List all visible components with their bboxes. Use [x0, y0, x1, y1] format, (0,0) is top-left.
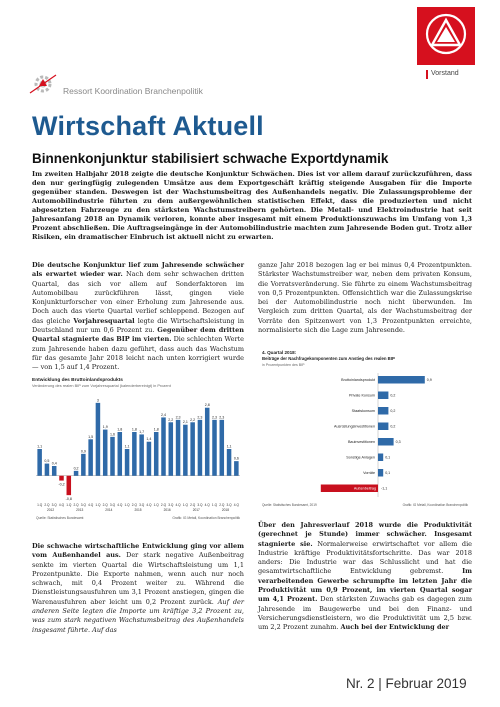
tick-label: 2.Q [102, 503, 108, 507]
tick-label: 1.Q [95, 503, 101, 507]
bar-value-label: 0,4 [51, 461, 57, 466]
bar-value-label: 1,5 [88, 434, 94, 439]
bar-value-label: 1,1 [124, 444, 130, 449]
tick-label: 4.Q [175, 503, 181, 507]
bar [378, 423, 388, 431]
tick-label: 1.Q [37, 503, 43, 507]
tick-label: 4.Q [88, 503, 94, 507]
tick-label: 2.Q [131, 503, 137, 507]
ressort-label: Ressort Koordination Branchenpolitik [63, 86, 203, 96]
bar-value-label: 0,9 [426, 378, 432, 383]
bar [37, 449, 42, 476]
bar-value-label: 2,3 [219, 415, 225, 420]
column-left-bottom [32, 542, 244, 635]
tick-label: 2.Q [44, 503, 50, 507]
bar [378, 392, 388, 400]
tick-label: 4.Q [117, 503, 123, 507]
bar [110, 437, 115, 476]
bar-value-label: 1,7 [139, 429, 145, 434]
bar [52, 466, 57, 476]
bar [227, 449, 232, 476]
tick-label: 4.Q [58, 503, 65, 507]
bar [378, 407, 388, 415]
tick-label: 3.Q [109, 503, 116, 507]
year-label: 2013 [76, 508, 84, 512]
bar [125, 449, 130, 476]
category-label: Bruttoinlandsprodukt [341, 378, 375, 383]
bar-value-label: 1,8 [117, 427, 123, 432]
tick-label: 3.Q [168, 503, 174, 507]
bar-value-label: 1,4 [146, 437, 152, 442]
bar-value-label: -1,1 [381, 486, 388, 491]
chart-unit-label: in Prozentpunkten des BIP [262, 363, 305, 367]
chart-subtitle: Beiträge der Nachfragekomponenten zum Anstieg des realen BIP [262, 356, 395, 361]
text: Nach dem sehr schwachen dritten Quartal, das sich vor allem auf Sonderfaktoren im Automobilbau zurückführen lässt, gingen viele Konjunkturforscher von einer Erholung zum Jahresende aus. Doch auch das vierte Quartal verlief schleppend. Bezogen auf das gleiche [32, 270, 245, 325]
tick-label: 4.Q [233, 503, 239, 507]
bar-value-label: -0,8 [65, 497, 72, 502]
vorstand-label: Vorstand [431, 70, 459, 77]
category-label: Vorräte [363, 471, 375, 476]
bar [212, 420, 217, 476]
bar [96, 403, 101, 476]
bar-value-label: 3 [96, 398, 99, 403]
text: legte die Wirtschaftsleistung in Deutschland nur um 0,6 Prozent zu. [32, 316, 245, 335]
bar-value-label: 0,1 [385, 471, 391, 476]
bar [132, 432, 137, 476]
gear-icon [28, 73, 60, 95]
tick-label: 3.Q [197, 503, 203, 507]
chart-title: Entwicklung des Bruttoinlandsprodukts [32, 378, 123, 383]
bar [139, 434, 144, 475]
bar [220, 420, 225, 476]
bar-value-label: 2,4 [161, 412, 166, 417]
bar-value-label: 2,1 [182, 420, 188, 425]
bar-value-label: 2,3 [197, 415, 203, 420]
tick-label: 3.Q [51, 503, 57, 507]
bar-value-label: 1,1 [226, 444, 232, 449]
issue-footer: Nr. 2 | Februar 2019 [346, 676, 467, 691]
text-bold: Auch bei der Entwicklung der [340, 623, 450, 632]
tick-label: 2.Q [160, 503, 167, 507]
bar-value-label: 0,5 [44, 459, 50, 464]
text-bold: Gegenüber dem dritten Quartal stagnierte das BIP im vierten. [32, 326, 245, 344]
text: Die schlechten Werte zum Jahresende haben dazu geführt, dass auch das Wachstum für das gesamte Jahr 2018 leicht nach unten korrigiert wurde — von 1,5 auf 1,4 Prozent. [32, 335, 245, 372]
category-label: Staatskonsum [351, 409, 375, 414]
bar [176, 420, 181, 476]
page-title: Wirtschaft Aktuell [32, 111, 264, 141]
contributions-chart [258, 344, 472, 507]
bar [154, 432, 159, 476]
bar-value-label: 2,2 [190, 417, 196, 422]
column-right-bottom [258, 521, 472, 633]
year-label: 2012 [47, 508, 55, 512]
year-label: 2018 [221, 508, 229, 512]
bar [190, 422, 195, 475]
bar-value-label: 1,1 [37, 444, 43, 449]
bar [378, 376, 425, 384]
bar [67, 476, 72, 495]
category-label: Bauinvestitionen [347, 440, 375, 445]
text-bold: Die deutsche Konjunktur lief zum Jahresende schwächer als erwartet wieder war. [32, 261, 244, 279]
bar [74, 471, 79, 476]
bar [378, 438, 394, 446]
tick-label: 1.Q [124, 503, 130, 507]
bar-value-label: 0,2 [73, 466, 79, 471]
bar [103, 430, 108, 476]
bar [183, 425, 188, 476]
bar-value-label: 1,8 [153, 427, 159, 432]
tick-label: 3.Q [139, 503, 145, 507]
tick-label: 1.Q [66, 503, 72, 507]
year-label: 2017 [192, 508, 200, 512]
contributions-chart-svg [258, 344, 472, 507]
chart-credit: Grafik: IG Metall, Koordination Branchenpolitik [402, 503, 468, 507]
column-right-top: ganze Jahr 2018 bezogen lag er bei minus 0,4 Prozentpunkten. Stärkster Wachstumstreiber war, neben dem privaten Konsum, die Vorratsveränderung. Sie führte zu einem Wachstumsbeitrag von 0,5 Prozentpunkten. Offensichtlich war die Zulassungskrise bei der Automobilindustrie noch nicht überwunden. Im Vergleich zum dritten Quartal, als der Wachstumsbeitrag der Vorräte den Spitzenwert von 1,3 Prozentpunkten erreichte, normalisierte sich die Lage zum Jahresende. [258, 261, 472, 335]
category-label: Private Konsum [348, 393, 375, 398]
bar [81, 454, 86, 476]
chart-credit: Grafik: IG Metall, Koordination Branchenpolitik [172, 516, 240, 520]
bar [161, 417, 166, 475]
bar [169, 422, 174, 475]
bar-value-label: 0,1 [385, 455, 391, 460]
tick-label: 4.Q [146, 503, 152, 507]
bar [59, 476, 64, 481]
bar [88, 439, 93, 475]
bar [378, 469, 383, 477]
bar-value-label: 0,6 [233, 456, 239, 461]
tick-label: 1.Q [211, 503, 218, 507]
bar-value-label: -0,2 [58, 482, 65, 487]
category-label: Ausrüstungsinvestitionen [334, 424, 375, 429]
year-label: 2016 [163, 508, 171, 512]
tick-label: 1.Q [153, 503, 159, 507]
bar-value-label: 2,3 [212, 415, 217, 420]
bar-value-label: 2,8 [204, 403, 210, 408]
column-left-top [32, 261, 244, 373]
ig-metall-logo [417, 7, 475, 65]
page-subtitle: Binnenkonjunktur stabilisiert schwache Exportdynamik [32, 151, 389, 166]
bar-value-label: 0,9 [80, 449, 86, 454]
chart-source: Quelle: Statistisches Bundesamt [36, 516, 84, 520]
chart-title: 4. Quartal 2018: [262, 350, 297, 355]
bar-value-label: 2,3 [175, 415, 181, 420]
tick-label: 1.Q [182, 503, 188, 507]
lead-paragraph: Im zweiten Halbjahr 2018 zeigte die deutsche Konjunktur Schwächen. Dies ist vor allem darauf zurückzuführen, dass den nur geringfügig zulegenden Umsätze aus dem Exportgeschäft kräftig steigende Ausgaben für die Importe gegenüber standen. Deswegen ist der Wachstumsbeitrag des Außenhandels negativ. Die Zulassungsprobleme der Automobilindustrie führten zu dem außergewöhnlichen statistischen Effekt, dass die produzierten und nicht abgesetzten Fahrzeuge zu den stärksten Wachstumstreibern gehörten. Die Metall- und Elektroindustrie hat seit Jahresanfang 2018 an Dynamik verloren, konnte aber insgesamt mit einem Produktionszuwachs im Umfang von 1,3 Prozent abschließen. Die Auftragseingänge in der Automobilindustrie machten zum Jahresende Boden gut. Trotz aller Risiken, ein dramatischer Einbruch ist aktuell nicht zu erwarten. [32, 170, 472, 241]
bar [234, 461, 239, 476]
bar-value-label: 1,6 [110, 432, 115, 437]
chart-source: Quelle: Statistisches Bundesamt, 2019 [262, 503, 317, 507]
text-italic: Auf der anderen Seite legten die Importe um kräftige 3,2 Prozent zu, was zum stark negativen Wachstumsbeitrag des Außenhandels insgesamt führte. Auf das [32, 597, 244, 634]
year-label: 2015 [134, 508, 142, 512]
tick-label: 2.Q [73, 503, 79, 507]
text: Normalerweise erwirtschaftet vor allem die Industrie kräftige Produktivitätsfortschritte. Das war 2018 anders: Die Industrie war das Schlusslicht und hat die gesamtwirtschaftliche Entwicklung gebremst. [258, 539, 472, 576]
text-bold: Im verarbeitenden Gewerbe schrumpfte im letzten Jahr die Produktivität um 0,9 Prozent, im vierten Quartal sogar um 4,1 Prozent. [258, 567, 472, 604]
tick-label: 3.Q [226, 503, 232, 507]
text-bold: Über den Jahresverlauf 2018 wurde die Produktivität (gerechnet je Stunde) immer schwächer. Insgesamt stagnierte sie. [258, 521, 472, 548]
text: Den stärksten Zuwachs gab es dagegen zum Jahresende im Baugewerbe und bei den Finanz- und Versicherungsdienstleistern, wo die Produktivität um 2,5 bzw. um 2,2 Prozent zunahm. [258, 595, 472, 632]
bar [198, 420, 203, 476]
bar-value-label: 0,2 [390, 424, 396, 429]
category-label: Außenbeitrag [353, 486, 376, 491]
bar [205, 408, 210, 476]
bar-value-label: 0,3 [395, 440, 401, 445]
tick-label: 2.Q [219, 503, 225, 507]
bar [147, 442, 152, 476]
bar [118, 432, 123, 476]
gdp-chart-svg [32, 388, 244, 523]
category-label: Sonstige Anlagen [346, 455, 375, 460]
text-bold: Vorjahresquartal [73, 316, 135, 325]
bar-value-label: 0,2 [390, 393, 396, 398]
bar-value-label: 2,2 [168, 417, 174, 422]
bar [45, 464, 50, 476]
tick-label: 3.Q [80, 503, 86, 507]
bar-value-label: 1,8 [131, 427, 137, 432]
vorstand-divider [426, 70, 428, 79]
bar-value-label: 1,9 [102, 425, 108, 430]
text-bold: Die schwache wirtschaftliche Entwicklung ging vor allem vom Außenhandel aus. [32, 542, 244, 560]
chart-subtitle: Veränderung des realen BIP zum Vorjahresquartal (kalenderbereinigt) in Prozent [32, 383, 171, 388]
text: Der stark negative Außenbeitrag senkte im vierten Quartal die Wirtschaftsleistung um 1,1 Prozentpunkte. Die Exporte nahmen, wenn auch nur noch schwach, mit 0,4 Prozent weiter zu. Während die Dienstleistungsausfuhren um 3,1 Prozent anstiegen, gingen die Warenausfuhren aber leicht um 0,2 Prozent zurück. [32, 551, 244, 606]
tick-label: 4.Q [204, 503, 210, 507]
year-label: 2014 [105, 508, 113, 512]
bar-value-label: 0,2 [390, 409, 396, 414]
tick-label: 2.Q [190, 503, 196, 507]
gdp-chart [32, 378, 244, 528]
bar [378, 454, 383, 462]
